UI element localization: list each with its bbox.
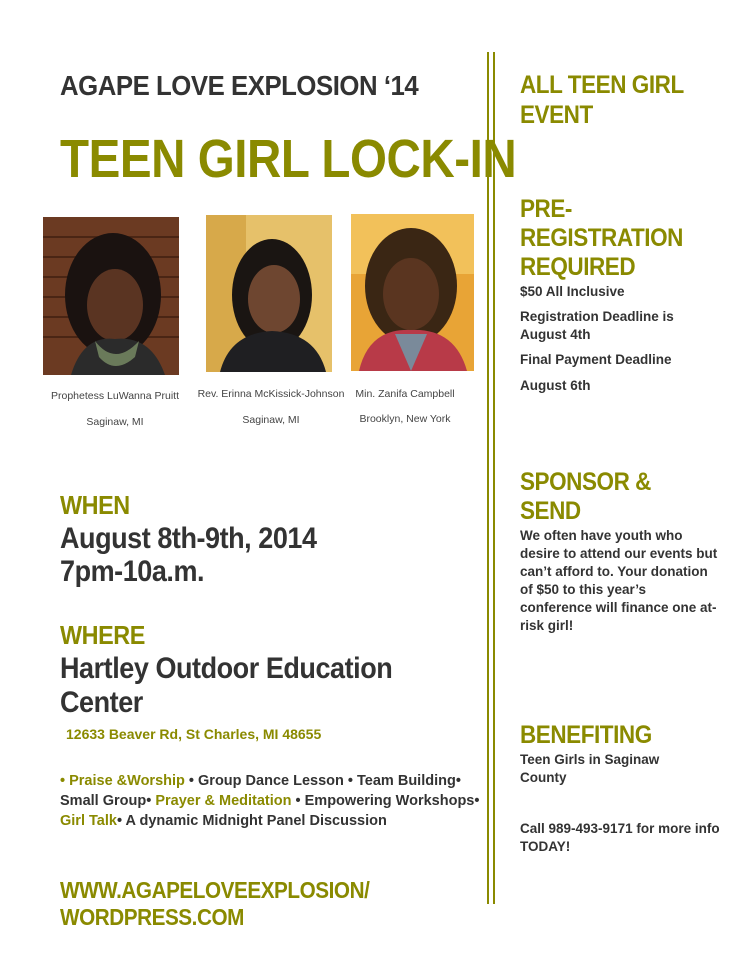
prereg-line-3: REQUIRED — [520, 253, 636, 281]
activities-list: • Praise &Worship • Group Dance Lesson • Team Building• Small Group• Prayer & Meditation • Empowering Workshops• Girl Talk• A dynamic Midnight Panel Discussion — [60, 773, 480, 829]
final-payment-date: August 6th — [520, 378, 591, 393]
sponsor-line-2: SEND — [520, 497, 581, 525]
when-label: WHEN — [60, 490, 130, 520]
speaker-photo-1 — [43, 217, 179, 375]
benefiting-text: Teen Girls in Saginaw County — [520, 752, 660, 785]
prereg-line-2: REGISTRATION — [520, 224, 683, 252]
benefiting-label: BENEFITING — [520, 721, 652, 749]
activity-item: A dynamic Midnight Panel Discussion — [125, 813, 387, 829]
activity-item: Praise &Worship — [69, 773, 185, 789]
speaker-photo-2 — [206, 215, 332, 372]
sponsor-description: We often have youth who desire to attend our events but can’t afford to. Your donation of $50 to this year’s conference will finance one at-risk girl! — [520, 528, 718, 633]
website-line-2: WORDPRESS.COM — [60, 904, 244, 930]
activity-item: Empowering Workshops — [304, 793, 475, 809]
activity-item: Small Group — [60, 793, 147, 809]
event-type-line-2: EVENT — [520, 101, 593, 129]
speaker-name-2: Rev. Erinna McKissick-Johnson — [197, 388, 345, 400]
speaker-location-2: Saginaw, MI — [242, 414, 300, 426]
price-text: $50 All Inclusive — [520, 284, 625, 299]
prereg-line-1: PRE- — [520, 195, 572, 223]
activity-item: Team Building — [357, 773, 456, 789]
speaker-name-3: Min. Zanifa Campbell — [355, 388, 455, 400]
sponsor-line-1: SPONSOR & — [520, 468, 651, 496]
final-payment-label: Final Payment Deadline — [520, 352, 672, 367]
speaker-photo-3 — [351, 214, 474, 371]
venue-line-2: Center — [60, 686, 143, 719]
speaker-location-1: Saginaw, MI — [86, 416, 144, 428]
page-title: TEEN GIRL LOCK-IN — [60, 129, 517, 189]
registration-deadline: Registration Deadline is August 4th — [520, 309, 674, 342]
event-time: 7pm-10a.m. — [60, 555, 205, 588]
venue-address: 12633 Beaver Rd, St Charles, MI 48655 — [66, 726, 322, 742]
website-line-1: WWW.AGAPELOVEEXPLOSION/ — [60, 877, 370, 903]
activity-item: Group Dance Lesson — [198, 773, 344, 789]
speaker-name-1: Prophetess LuWanna Pruitt — [50, 390, 179, 402]
where-label: WHERE — [60, 620, 145, 650]
vertical-divider — [487, 52, 495, 904]
activity-item: Girl Talk — [60, 813, 117, 829]
event-date: August 8th-9th, 2014 — [60, 522, 317, 555]
event-name: AGAPE LOVE EXPLOSION ‘14 — [60, 70, 419, 101]
event-type-line-1: ALL TEEN GIRL — [520, 71, 684, 99]
venue-line-1: Hartley Outdoor Education — [60, 652, 393, 685]
speaker-location-3: Brooklyn, New York — [359, 413, 451, 425]
contact-info: Call 989-493-9171 for more info TODAY! — [520, 821, 720, 854]
activity-item: Prayer & Meditation — [155, 793, 292, 809]
